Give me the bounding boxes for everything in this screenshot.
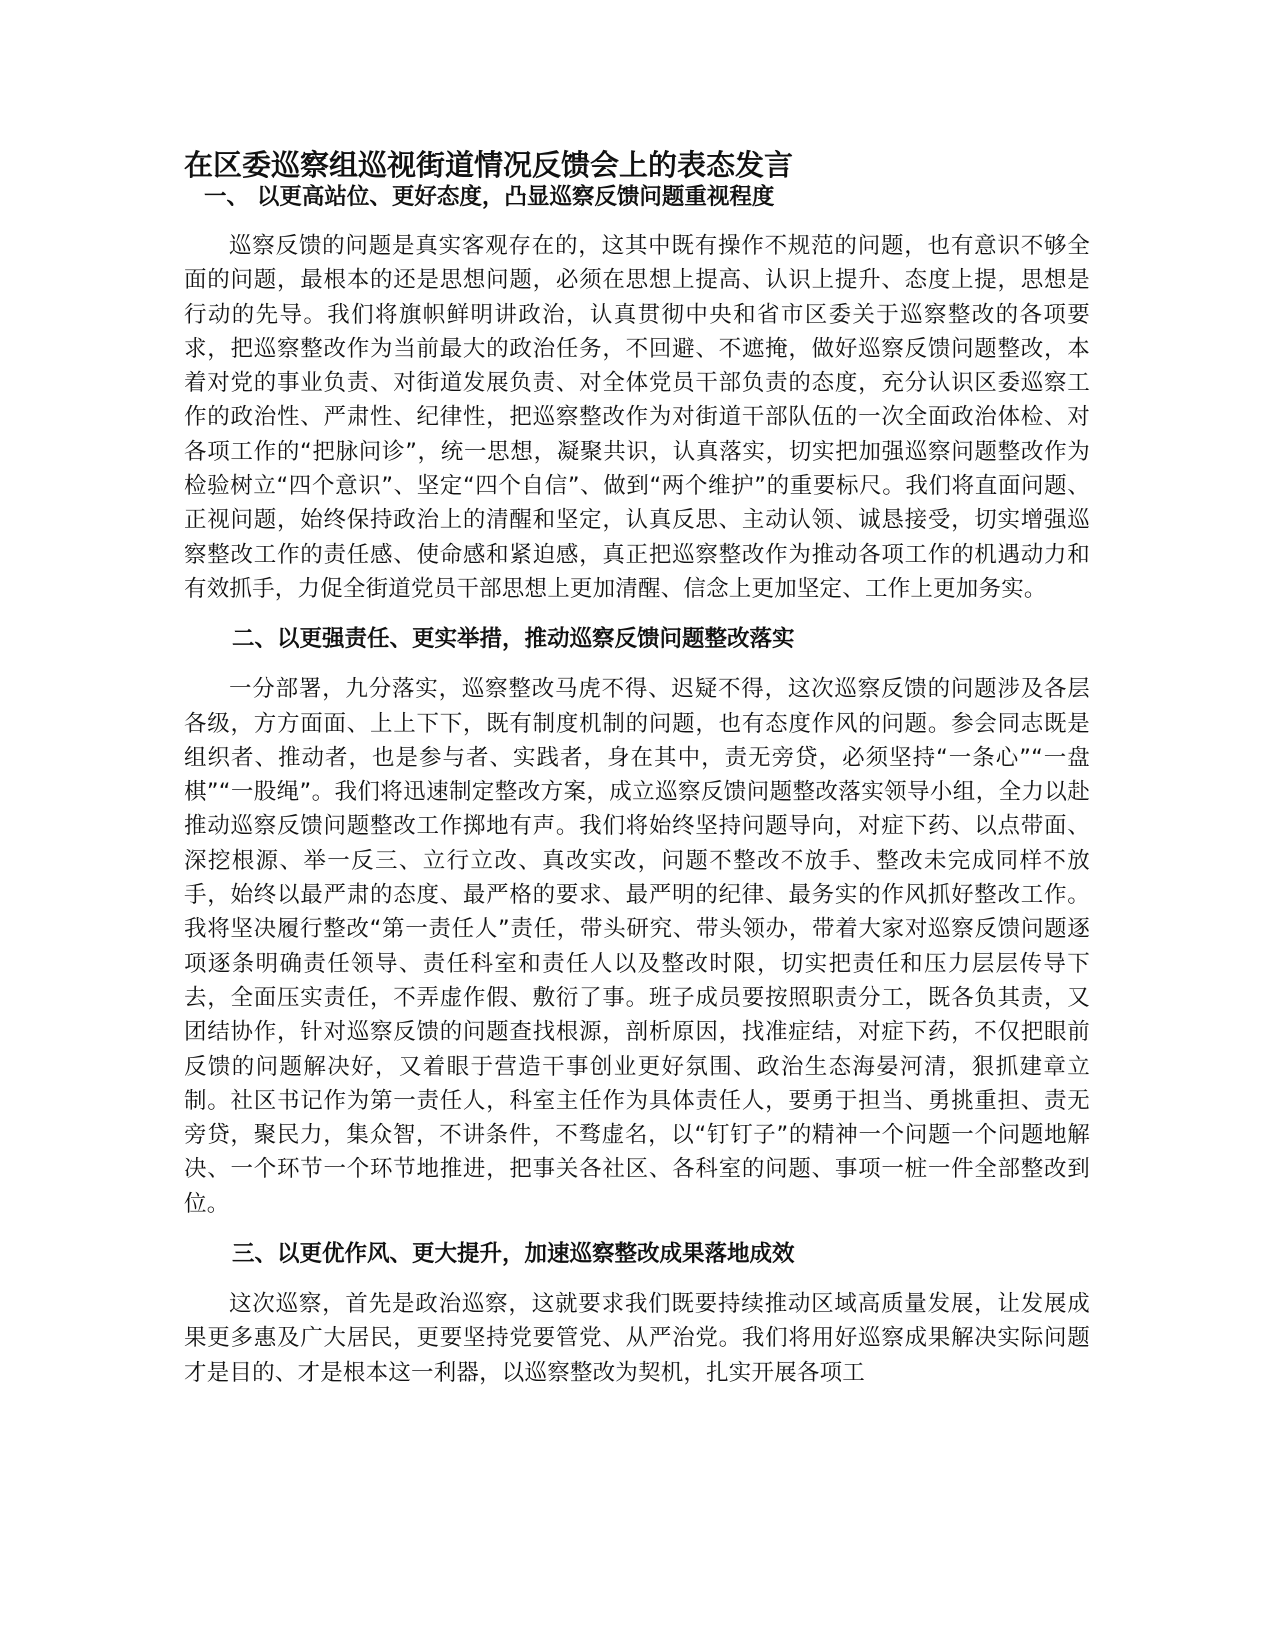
document-page [184,148,1090,1390]
section-3-paragraph: 这次巡察，首先是政治巡察，这就要求我们既要持续推动区域高质量发展，让发展成果更多惠及广大居民，更要坚持党要管党、从严治党。我们将用好巡察成果解决实际问题才是目的、才是根本这一利器，以巡察整改为契机，扎实开展各项工 [184,1291,1090,1386]
section-1-heading: 一、 以更高站位、更好态度，凸显巡察反馈问题重视程度 [204,184,775,210]
document-title: 在区委巡察组巡视街道情况反馈会上的表态发言 [184,148,794,182]
section-2-paragraph: 一分部署，九分落实，巡察整改马虎不得、迟疑不得，这次巡察反馈的问题涉及各层各级，方方面面、上上下下，既有制度机制的问题，也有态度作风的问题。参会同志既是组织者、推动者，也是参与者、实践者，身在其中，责无旁贷，必须坚持“一条心”“一盘棋”“一股绳”。我们将迅速制定整改方案，成立巡察反馈问题整改落实领导小组，全力以赴推动巡察反馈问题整改工作掷地有声。我们将始终坚持问题导向，对症下药、以点带面、深挖根源、举一反三、立行立改、真改实改，问题不整改不放手、整改未完成同样不放手，始终以最严肃的态度、最严格的要求、最严明的纪律、最务实的作风抓好整改工作。我将坚决履行整改“第一责任人”责任，带头研究、带头领办，带着大家对巡察反馈问题逐项逐条明确责任领导、责任科室和责任人以及整改时限，切实把责任和压力层层传导下去，全面压实责任，不弄虚作假、敷衍了事。班子成员要按照职责分工，既各负其责，又团结协作，针对巡察反馈的问题查找根源，剖析原因，找准症结，对症下药，不仅把眼前反馈的问题解决好，又着眼于营造干事创业更好氛围、政治生态海晏河清，狠抓建章立制。社区书记作为第一责任人，科室主任作为具体责任人，要勇于担当、勇挑重担、责无旁贷，聚民力，集众智，不讲条件，不骛虚名，以“钉钉子”的精神一个问题一个问题地解决、一个环节一个环节地推进，把事关各社区、各科室的问题、事项一桩一件全部整改到位。 [184,676,1090,1217]
section-2-heading: 二、以更强责任、更实举措，推动巡察反馈问题整改落实 [232,626,795,653]
section-1-paragraph: 巡察反馈的问题是真实客观存在的，这其中既有操作不规范的问题，也有意识不够全面的问题，最根本的还是思想问题，必须在思想上提高、认识上提升、态度上提，思想是行动的先导。我们将旗帜鲜明讲政治，认真贯彻中央和省市区委关于巡察整改的各项要求，把巡察整改作为当前最大的政治任务，不回避、不遮掩，做好巡察反馈问题整改，本着对党的事业负责、对街道发展负责、对全体党员干部负责的态度，充分认识区委巡察工作的政治性、严肃性、纪律性，把巡察整改作为对街道干部队伍的一次全面政治体检、对各项工作的“把脉问诊”，统一思想，凝聚共识，认真落实，切实把加强巡察问题整改作为检验树立“四个意识”、坚定“四个自信”、做到“两个维护”的重要标尺。我们将直面问题、正视问题，始终保持政治上的清醒和坚定，认真反思、主动认领、诚恳接受，切实增强巡察整改工作的责任感、使命感和紧迫感，真正把巡察整改作为推动各项工作的机遇动力和有效抓手，力促全街道党员干部思想上更加清醒、信念上更加坚定、工作上更加务实。 [184,233,1090,602]
section-3-heading: 三、以更优作风、更大提升，加速巡察整改成果落地成效 [232,1241,795,1268]
